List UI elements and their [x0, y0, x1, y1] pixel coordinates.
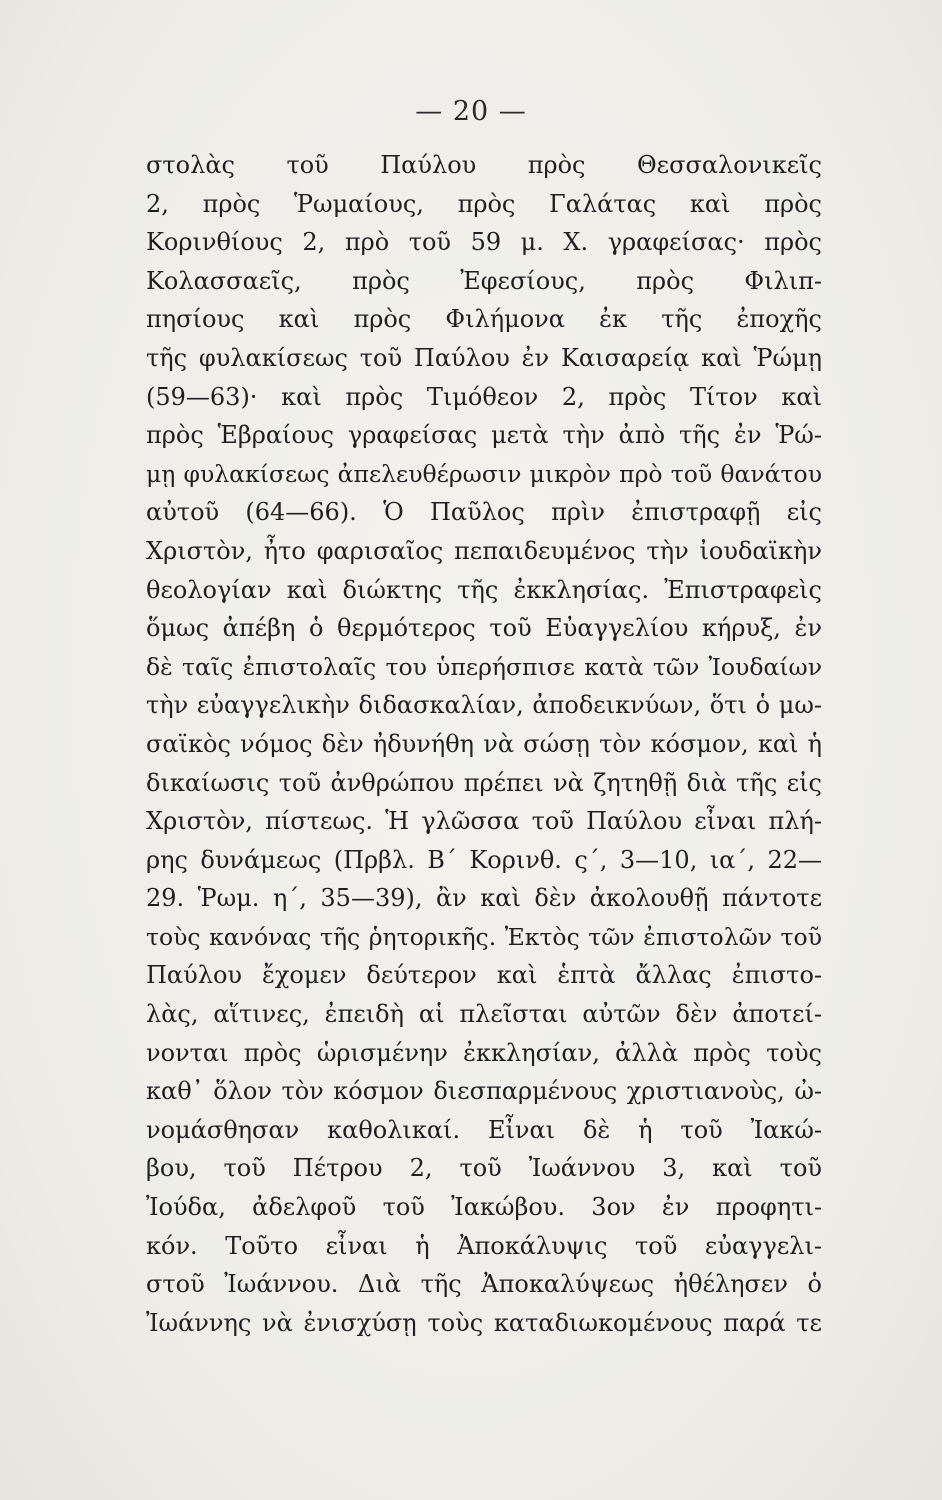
- text-line: λὰς, αἵτινες, ἐπειδὴ αἱ πλεῖσται αὐτῶν δὲν ἀποτεί-: [146, 1000, 822, 1029]
- text-line: Κορινθίους 2, πρὸ τοῦ 59 μ. Χ. γραφείσας· πρὸς: [146, 228, 822, 257]
- text-line: 29. Ῥωμ. η΄, 35—39), ἂν καὶ δὲν ἀκολουθῇ πάντοτε: [146, 884, 822, 913]
- text-line: βου, τοῦ Πέτρου 2, τοῦ Ἰωάννου 3, καὶ τοῦ: [146, 1154, 822, 1183]
- text-line: Χριστὸν, πίστεως. Ἡ γλῶσσα τοῦ Παύλου εἶναι πλή-: [146, 807, 822, 836]
- text-line: Παύλου ἔχομεν δεύτερον καὶ ἑπτὰ ἄλλας ἐπιστο-: [146, 961, 822, 990]
- text-line: ρης δυνάμεως (Πρβλ. Β΄ Κορινθ. ς΄, 3—10, ια΄, 22—: [146, 845, 822, 874]
- body-text: [146, 146, 822, 1342]
- text-line: Ἰωάννης νὰ ἐνισχύσῃ τοὺς καταδιωκομένους παρά τε: [146, 1308, 822, 1337]
- text-line: τὴν εὐαγγελικὴν διδασκαλίαν, ἀποδεικνύων, ὅτι ὁ μω-: [146, 691, 822, 720]
- text-line: νονται πρὸς ὡρισμένην ἐκκλησίαν, ἀλλὰ πρὸς τοὺς: [146, 1038, 822, 1067]
- text-line: νομάσθησαν καθολικαί. Εἶναι δὲ ἡ τοῦ Ἰακώ-: [146, 1115, 822, 1144]
- text-line: πησίους καὶ πρὸς Φιλήμονα ἐκ τῆς ἐποχῆς: [146, 305, 822, 334]
- text-line: 2, πρὸς Ῥωμαίους, πρὸς Γαλάτας καὶ πρὸς: [146, 189, 822, 218]
- text-line: δὲ ταῖς ἐπιστολαῖς του ὑπερήσπισε κατὰ τῶν Ἰουδαίων: [146, 652, 822, 681]
- text-line: αὐτοῦ (64—66). Ὁ Παῦλος πρὶν ἐπιστραφῇ εἰς: [146, 498, 822, 527]
- text-line: τοὺς κανόνας τῆς ῥητορικῆς. Ἐκτὸς τῶν ἐπιστολῶν τοῦ: [146, 922, 822, 951]
- text-line: κόν. Τοῦτο εἶναι ἡ Ἀποκάλυψις τοῦ εὐαγγελι-: [146, 1231, 822, 1260]
- text-line: Κολασσαεῖς, πρὸς Ἐφεσίους, πρὸς Φιλιπ-: [146, 266, 822, 295]
- text-line: (59—63)· καὶ πρὸς Τιμόθεον 2, πρὸς Τίτον καὶ: [146, 382, 822, 411]
- text-line: μῃ φυλακίσεως ἀπελευθέρωσιν μικρὸν πρὸ τοῦ θανάτου: [146, 459, 822, 488]
- text-line: Ἰούδα, ἀδελφοῦ τοῦ Ἰακώβου. 3ον ἐν προφητι-: [146, 1193, 822, 1222]
- text-line: Χριστὸν, ἦτο φαρισαῖος πεπαιδευμένος τὴν ἰουδαϊκὴν: [146, 536, 822, 565]
- text-line: στολὰς τοῦ Παύλου πρὸς Θεσσαλονικεῖς: [146, 151, 822, 179]
- text-line: καθ᾽ ὅλον τὸν κόσμον διεσπαρμένους χριστιανοὺς, ὠ-: [146, 1077, 822, 1106]
- text-line: πρὸς Ἑβραίους γραφείσας μετὰ τὴν ἀπὸ τῆς ἐν Ῥώ-: [146, 421, 822, 450]
- page-number: — 20 —: [415, 96, 527, 127]
- text-line: σαϊκὸς νόμος δὲν ἠδυνήθη νὰ σώσῃ τὸν κόσμον, καὶ ἡ: [146, 729, 822, 758]
- text-line: θεολογίαν καὶ διώκτης τῆς ἐκκλησίας. Ἐπιστραφεὶς: [146, 575, 822, 604]
- text-line: στοῦ Ἰωάννου. Διὰ τῆς Ἀποκαλύψεως ἠθέλησεν ὁ: [146, 1270, 822, 1299]
- text-line: δικαίωσις τοῦ ἀνθρώπου πρέπει νὰ ζητηθῇ διὰ τῆς εἰς: [146, 768, 822, 797]
- text-line: ὅμως ἀπέβη ὁ θερμότερος τοῦ Εὐαγγελίου κήρυξ, ἐν: [146, 614, 822, 643]
- text-line: τῆς φυλακίσεως τοῦ Παύλου ἐν Καισαρείᾳ καὶ Ῥώμῃ: [146, 343, 822, 372]
